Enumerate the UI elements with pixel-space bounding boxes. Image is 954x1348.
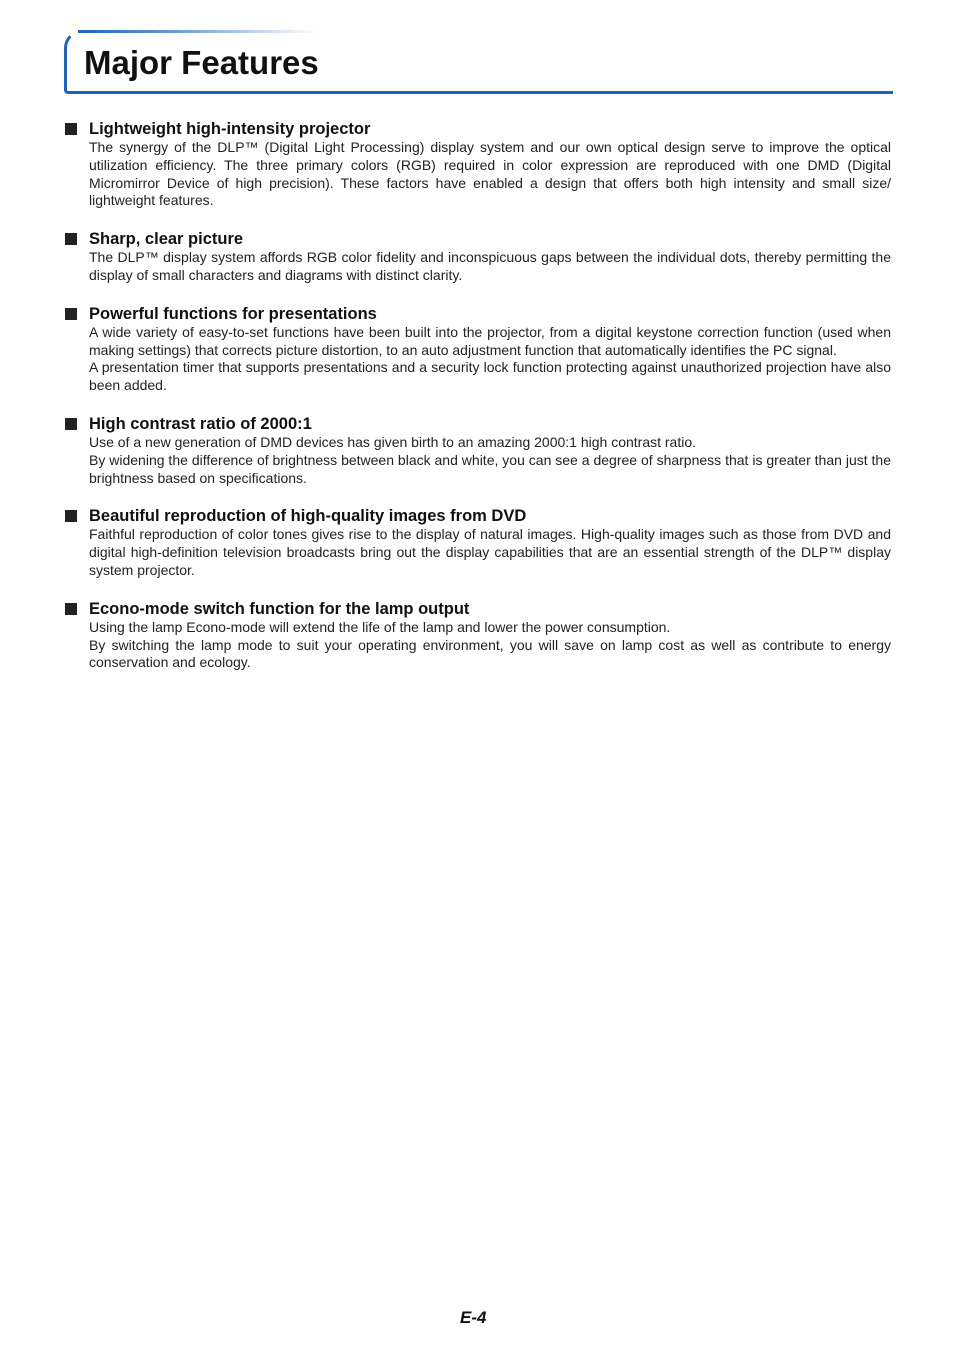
feature-dvd <box>65 506 891 579</box>
feature-title: Powerful functions for presentations <box>89 304 377 323</box>
feature-paragraph: Faithful reproduction of color tones gives rise to the display of natural images. High-quality images such as those from DVD and digital high-definition television broadcasts bring out the display capabilities that are an essential strength of the DLP™ display system projector. <box>89 526 891 578</box>
feature-body <box>89 434 891 487</box>
feature-body <box>89 324 891 395</box>
feature-heading <box>65 414 891 434</box>
feature-sharp-picture <box>65 229 891 285</box>
feature-title: High contrast ratio of 2000:1 <box>89 414 312 433</box>
square-bullet-icon <box>65 308 77 320</box>
feature-body <box>89 526 891 579</box>
feature-paragraph: Using the lamp Econo-mode will extend the life of the lamp and lower the power consumption. <box>89 618 671 635</box>
feature-body <box>89 619 891 672</box>
square-bullet-icon <box>65 510 77 522</box>
feature-contrast <box>65 414 891 487</box>
feature-paragraph: The synergy of the DLP™ (Digital Light Processing) display system and our own optical design serve to improve the optical utilization efficiency. The three primary colors (RGB) required in color expression are reproduced with one DMD (Digital Micromirror Device of high precision). These factors have enabled a design that offers both high intensity and small size/ lightweight features. <box>89 139 891 209</box>
square-bullet-icon <box>65 233 77 245</box>
title-frame <box>64 30 893 94</box>
feature-heading <box>65 304 891 324</box>
title-accent-line <box>78 30 318 33</box>
square-bullet-icon <box>65 418 77 430</box>
feature-paragraph: The DLP™ display system affords RGB color fidelity and inconspicuous gaps between the individual dots, thereby permitting the display of small characters and diagrams with distinct clarity. <box>89 249 891 283</box>
feature-title: Sharp, clear picture <box>89 230 244 249</box>
feature-body <box>89 139 891 210</box>
feature-body <box>89 249 891 285</box>
feature-presentations <box>65 304 891 395</box>
feature-heading <box>65 506 891 526</box>
page-title: Major Features <box>84 44 319 81</box>
page-number: E-4 <box>460 1308 487 1327</box>
feature-paragraph: A presentation timer that supports presentations and a security lock function protecting against unauthorized projection have also been added. <box>89 359 891 394</box>
feature-paragraph: By widening the difference of brightness between black and white, you can see a degree of sharpness that is greater than just the brightness based on specifications. <box>89 451 891 486</box>
feature-title: Beautiful reproduction of high-quality images from DVD <box>89 507 527 526</box>
feature-paragraph: A wide variety of easy-to-set functions have been built into the projector, from a digital keystone correction function (used when making settings) that corrects picture distortion, to an auto adjustment function that automatically identifies the PC signal. <box>89 323 891 358</box>
feature-paragraph: Use of a new generation of DMD devices has given birth to an amazing 2000:1 high contrast ratio. <box>89 433 697 450</box>
feature-heading <box>65 119 891 139</box>
feature-paragraph: By switching the lamp mode to suit your operating environment, you will save on lamp cost as well as contribute to energy conservation and ecology. <box>89 636 891 671</box>
feature-title: Lightweight high-intensity projector <box>89 120 371 138</box>
feature-heading <box>65 229 891 249</box>
square-bullet-icon <box>65 603 77 615</box>
feature-heading <box>65 599 891 619</box>
feature-lightweight <box>65 119 891 210</box>
square-bullet-icon <box>65 123 77 135</box>
features-list <box>65 119 891 672</box>
feature-econo-mode <box>65 599 891 672</box>
feature-title: Econo-mode switch function for the lamp output <box>89 599 470 618</box>
